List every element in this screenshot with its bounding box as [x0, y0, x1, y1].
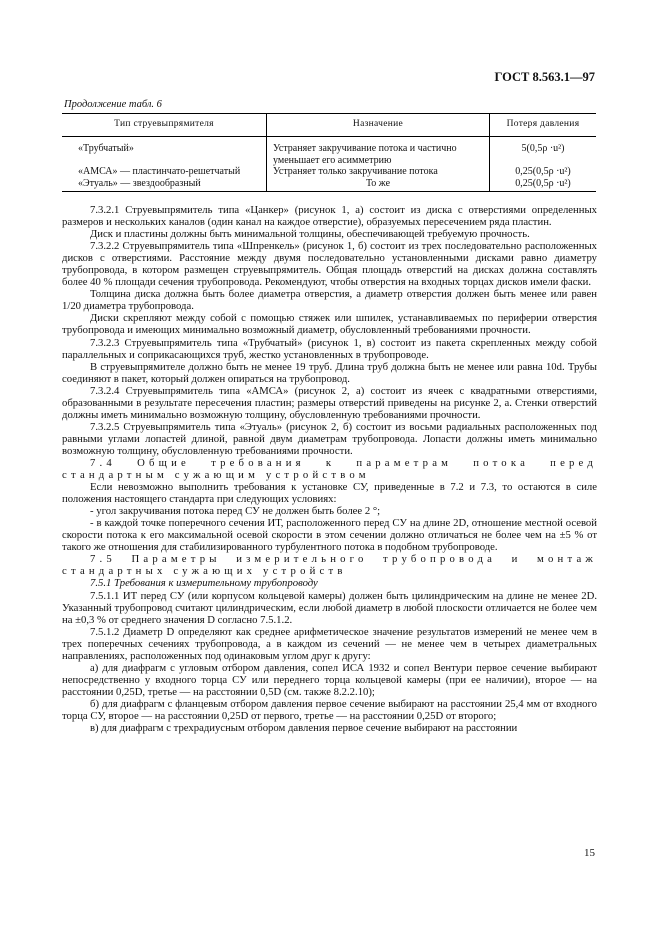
table-header-row [62, 114, 596, 137]
section-heading: 7.5 Параметры измерительного трубопровода и монтаж стандартных сужающих устройств [62, 553, 597, 578]
paragraph: 7.3.2.2 Струевыпрямитель типа «Шпренкель» (рисунок 1, б) состоит из трех последовательно расположенных дисков с отверстиями. Расстояние между двумя последовательно установленными дисками равно диаметру трубопровода, в котором размещен струевыпрямитель. Общая площадь отверстий на дисках должна составлять более 40 % площади сечения трубопровода. Рекомендуют, чтобы отверстия на входных торцах дисков имели фаски. [62, 240, 597, 289]
document-body [62, 204, 597, 734]
list-item: - в каждой точке поперечного сечения ИТ, расположенного перед СУ на длине 2D, отношение местной осевой скорости потока к его максимальной осевой скорости в этом сечении должно отличаться не более чем на ±5 % от такого же отношения для стабилизированного турбулентного потока в подобном трубопроводе. [62, 517, 597, 554]
column-header-loss: Потеря давления [490, 114, 597, 137]
cell-purpose: Устраняет только закручивание потока [267, 166, 490, 178]
table-row [62, 166, 596, 178]
cell-loss: 5(0,5ρ ·u²) [490, 137, 597, 167]
paragraph: 7.3.2.4 Струевыпрямитель типа «АМСА» (рисунок 2, а) состоит из ячеек с квадратными отверстиями, образованными в результате пересечения пластин; размеры отверстий приведены на рисунке 2, а. Стенки отверстий должны иметь минимально возможную толщину, обусловленную требованиями прочности. [62, 384, 597, 421]
column-header-purpose: Назначение [267, 114, 490, 137]
paragraph: Диски скрепляют между собой с помощью стяжек или шпилек, устанавливаемых по периферии отверстия трубопровода и имеющих минимально возможный диаметр, обусловленный требованиями прочности. [62, 312, 597, 337]
table-row [62, 137, 596, 167]
paragraph: Если невозможно выполнить требования к установке СУ, приведенные в 7.2 и 7.3, то остаются в силе положения настоящего стандарта при следующих условиях: [62, 481, 597, 506]
paragraph: 7.5.1.2 Диаметр D определяют как среднее арифметическое значение результатов измерений не менее чем в трех поперечных сечениях трубопровода, а в каждом из сечений — не менее чем в четырех диаметральных направлениях, расположенных под одинаковым углом друг к другу: [62, 625, 597, 662]
paragraph: Диск и пластины должны быть минимальной толщины, обеспечивающей требуемую прочность. [90, 228, 530, 241]
paragraph: 7.3.2.5 Струевыпрямитель типа «Этуаль» (рисунок 2, б) состоит из восьми радиальных расположенных под равными углами лопастей длиной, равной двум диаметрам трубопровода. Лопасти должны иметь минимально возможную толщину, обусловленную требованиями прочности. [62, 420, 597, 457]
paragraph: В струевыпрямителе должно быть не менее 19 труб. Длина труб должна быть не менее или равна 10d. Трубы соединяют в пакет, который должен опираться на трубопровод. [62, 360, 597, 385]
table-6 [62, 113, 596, 192]
list-item: - угол закручивания потока перед СУ не должен быть более 2 °; [90, 505, 381, 518]
cell-loss: 0,25(0,5ρ ·u²) [490, 178, 597, 192]
cell-type: «Этуаль» — звездообразный [62, 178, 267, 192]
subsection-heading: 7.5.1 Требования к измерительному трубопроводу [90, 577, 318, 590]
table-row [62, 178, 596, 192]
cell-type: «Трубчатый» [78, 143, 134, 154]
table-continuation-label: Продолжение табл. 6 [64, 99, 162, 110]
paragraph: 7.3.2.3 Струевыпрямитель типа «Трубчатый» (рисунок 1, в) состоит из пакета скрепленных между собой параллельных и соприкасающихся труб, жестко установленных в трубопроводе. [62, 336, 597, 361]
cell-purpose: То же [267, 178, 490, 192]
cell-type: «АМСА» — пластинчато-решетчатый [78, 166, 241, 177]
page-number: 15 [584, 847, 595, 859]
column-header-type: Тип струевыпрямителя [62, 114, 267, 137]
list-item: в) для диафрагм с трехрадиусным отбором давления первое сечение выбирают на расстоянии [90, 722, 518, 735]
paragraph: 7.5.1.1 ИТ перед СУ (или корпусом кольцевой камеры) должен быть цилиндрическим на длине не менее 2D. Указанный трубопровод считают цилиндрическим, если любой диаметр в любой плоскости отличается не более чем на ±0,3 % от среднего значения D согласно 7.5.1.2. [62, 589, 597, 626]
paragraph: Толщина диска должна быть более диаметра отверстия, а диаметр отверстия должен быть менее или равен 1/20 диаметра трубопровода. [62, 288, 597, 313]
cell-purpose: Устраняет закручивание потока и частично уменьшает его асимметрию [267, 137, 490, 167]
list-item: б) для диафрагм с фланцевым отбором давления первое сечение выбирают на расстоянии 25,4 мм от входного торца СУ, второе — на расстоянии 0,25D от первого, третье — на расстоянии 0,25D от второго; [62, 697, 597, 722]
cell-loss: 0,25(0,5ρ ·u²) [490, 166, 597, 178]
list-item: а) для диафрагм с угловым отбором давления, сопел ИСА 1932 и сопел Вентури первое сечение выбирают непосредственно у входного торца СУ или переднего торца кольцевой камеры (при ее наличии), второе — на расстоянии 0,25D, третье — на расстоянии 0,5D (см. также 8.2.2.10); [62, 661, 597, 698]
section-heading: 7.4 Общие требования к параметрам потока перед стандартным сужающим устройством [62, 456, 597, 482]
paragraph: 7.3.2.1 Струевыпрямитель типа «Цанкер» (рисунок 1, а) состоит из диска с отверстиями определенных размеров и нескольких каналов (один канал на каждое отверстие), образуемых пересечением ряда пластин. [62, 204, 597, 229]
document-code: ГОСТ 8.563.1—97 [494, 70, 595, 84]
